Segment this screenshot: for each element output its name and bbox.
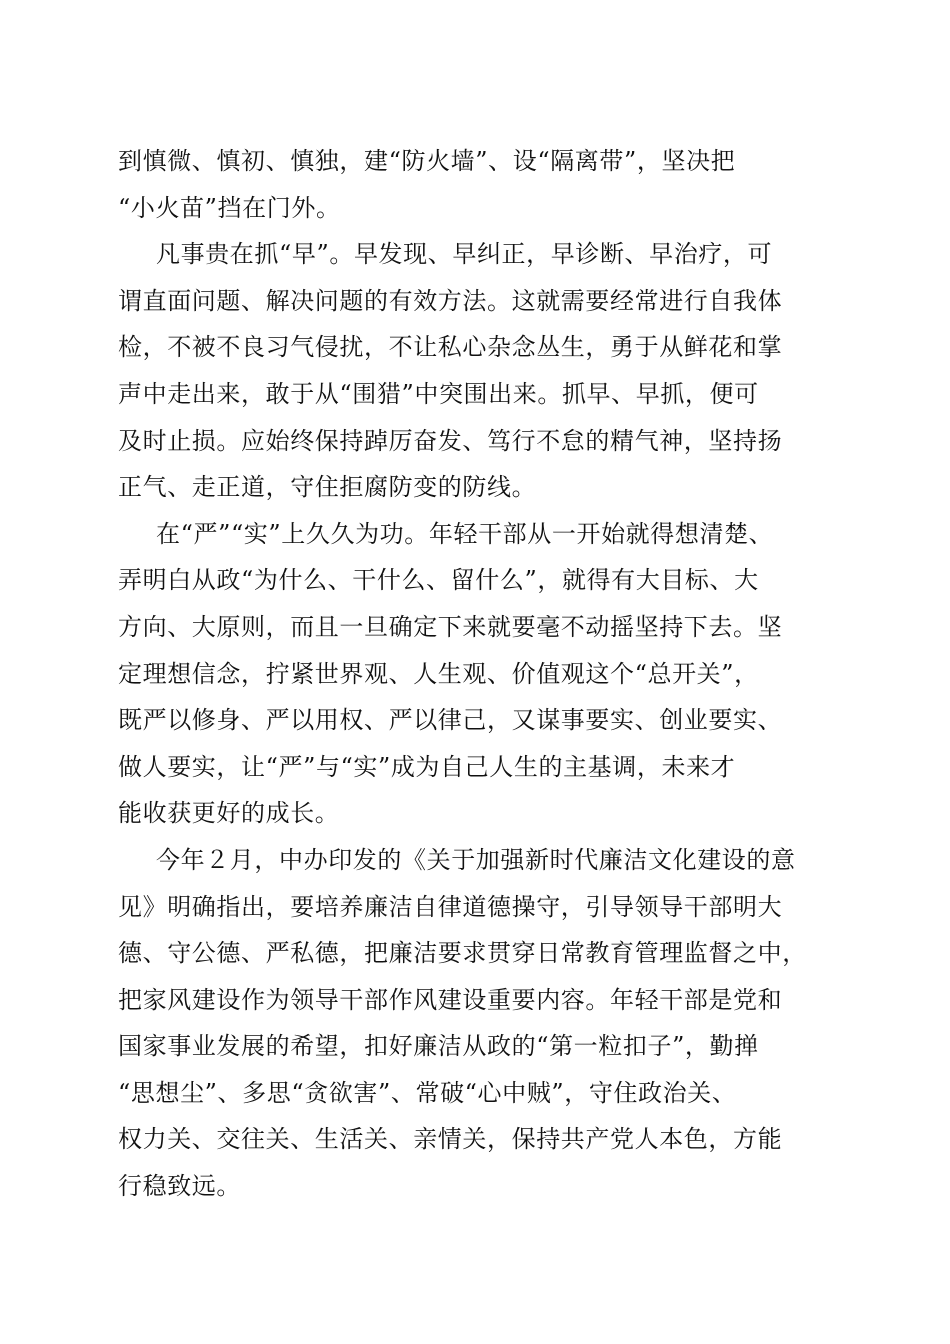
text-line: 德、守公德、严私德，把廉洁要求贯穿日常教育管理监督之中，: [118, 939, 807, 968]
text-line: “思想尘”、多思“贪欲害”、常破“心中贼”，守住政治关、: [118, 1078, 737, 1107]
text-line: 把家风建设作为领导干部作风建设重要内容。年轻干部是党和: [118, 985, 783, 1014]
text-line: 正气、走正道，守住拒腐防变的防线。: [118, 473, 537, 502]
text-line: 既严以修身、严以用权、严以律己，又谋事要实、创业要实、: [118, 706, 783, 735]
text-line: 定理想信念，拧紧世界观、人生观、价值观这个“总开关”，: [118, 659, 759, 688]
text-line: 谓直面问题、解决问题的有效方法。这就需要经常进行自我体: [118, 286, 783, 315]
text-line: 及时止损。应始终保持踔厉奋发、笃行不怠的精气神，坚持扬: [118, 426, 783, 455]
text-line: 凡事贵在抓“早”。早发现、早纠正，早诊断、早治疗，可: [156, 240, 773, 269]
text-line: 声中走出来，敢于从“围猎”中突围出来。抓早、早抓，便可: [118, 379, 759, 408]
text-line: 弄明白从政“为什么、干什么、留什么”，就得有大目标、大: [118, 566, 759, 595]
text-line: 做人要实，让“严”与“实”成为自己人生的主基调，未来才: [118, 752, 736, 781]
text-line: 权力关、交往关、生活关、亲情关，保持共产党人本色，方能: [118, 1125, 783, 1154]
paragraph: [118, 837, 838, 1210]
text-line: 方向、大原则，而且一旦确定下来就要毫不动摇坚持下去。坚: [118, 612, 783, 641]
document-body: [118, 138, 838, 1210]
text-line: 今年２月，中办印发的《关于加强新时代廉洁文化建设的意: [156, 845, 796, 874]
text-line: 到慎微、慎初、慎独，建“防火墙”、设“隔离带”，坚决把: [118, 147, 736, 175]
paragraph: [118, 138, 838, 231]
text-line: 国家事业发展的希望，扣好廉洁从政的“第一粒扣子”，勤掸: [118, 1032, 759, 1061]
text-line: 能收获更好的成长。: [118, 799, 340, 828]
text-line: 检，不被不良习气侵扰，不让私心杂念丛生，勇于从鲜花和掌: [118, 333, 783, 362]
text-line: 行稳致远。: [118, 1172, 241, 1201]
text-line: 在“严”“实”上久久为功。年轻干部从一开始就得想清楚、: [156, 519, 774, 548]
paragraph: [118, 231, 838, 511]
paragraph: [118, 511, 838, 837]
text-line: 见》明确指出，要培养廉洁自律道德操守，引导领导干部明大: [118, 892, 783, 921]
text-line: “小火苗”挡在门外。: [118, 193, 341, 222]
